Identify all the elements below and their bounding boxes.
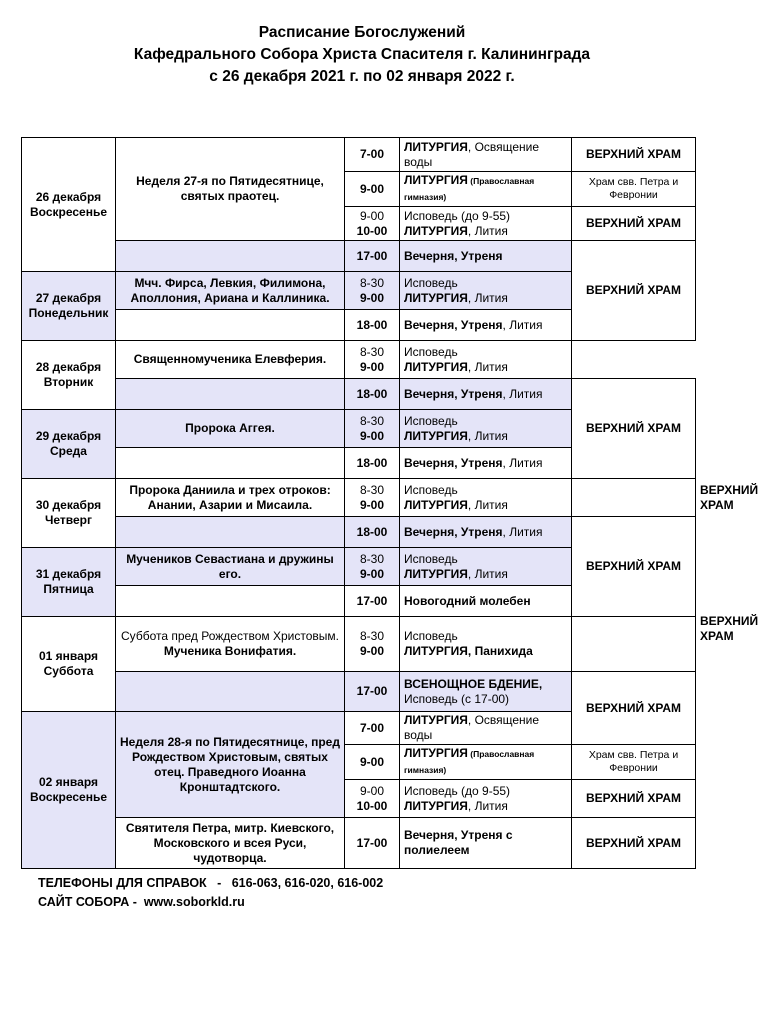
service-cell: Исповедь ЛИТУРГИЯ, Панихида [400,617,572,672]
service-cell: Вечерня, Утреня [400,241,572,272]
site-line: САЙТ СОБОРА - www.soborkld.ru [38,895,245,909]
time-cell: 9-00 [345,745,400,780]
service-cell: Вечерня, Утреня, Лития [400,448,572,479]
saint-cell: Мчч. Фирса, Левкия, Филимона, Аполлония, Ариана и Каллиника. [116,272,345,310]
place-cell: ВЕРХНИЙ ХРАМ [572,818,696,869]
service-cell: Исповедь ЛИТУРГИЯ, Лития [400,479,572,517]
empty-cell [116,586,345,617]
time-cell: 8-30 9-00 [345,272,400,310]
title-line-1: Расписание Богослужений [258,24,466,41]
schedule-title [0,22,724,88]
service-cell: Исповедь ЛИТУРГИЯ, Лития [400,272,572,310]
day-cell: 30 декабря Четверг [22,479,116,548]
table-row [22,517,696,548]
time-cell: 9-00 [345,172,400,207]
day-cell: 28 декабря Вторник [22,341,116,410]
day-cell: 02 января Воскресенье [22,712,116,869]
place-cell: Храм свв. Петра и Февронии [572,172,696,207]
service-cell: ЛИТУРГИЯ (Православная гимназия) [400,745,572,780]
time-cell: 8-30 9-00 [345,341,400,379]
place-cell: ВЕРХНИЙ ХРАМ [572,138,696,172]
service-cell: Исповедь ЛИТУРГИЯ, Лития [400,341,572,379]
service-cell: Вечерня, Утреня, Лития [400,310,572,341]
time-cell: 18-00 [345,310,400,341]
time-cell: 9-00 10-00 [345,780,400,818]
empty-cell [116,241,345,272]
place-cell: ВЕРХНИЙ ХРАМ [572,517,696,617]
place-cell: ВЕРХНИЙ ХРАМ [572,672,696,745]
place-cell: ВЕРХНИЙ ХРАМ [572,207,696,241]
day-cell: 31 декабря Пятница [22,548,116,617]
service-cell: Исповедь (до 9-55) ЛИТУРГИЯ, Лития [400,780,572,818]
table-row [22,818,696,869]
saint-cell: Святителя Петра, митр. Киевского, Московского и всея Руси, чудотворца. [116,818,345,869]
service-cell: Вечерня, Утреня, Лития [400,379,572,410]
table-row [22,341,696,379]
time-cell: 8-30 9-00 [345,548,400,586]
day-cell: 27 декабря Понедельник [22,272,116,341]
empty-cell [116,448,345,479]
time-cell: 7-00 [345,712,400,745]
place-cell: ВЕРХНИЙ ХРАМ [572,241,696,341]
time-cell: 8-30 9-00 [345,617,400,672]
table-row [22,617,696,672]
service-cell: ВСЕНОЩНОЕ БДЕНИЕ, Исповедь (с 17-00) [400,672,572,712]
saint-cell: Неделя 27-я по Пятидесятнице, святых праотец. [116,138,345,241]
saint-cell: Суббота пред Рождеством Христовым. Мученика Вонифатия. [116,617,345,672]
empty-cell [116,379,345,410]
time-cell: 7-00 [345,138,400,172]
title-line-3: с 26 декабря 2021 г. по 02 января 2022 г. [209,68,515,85]
time-cell: 17-00 [345,672,400,712]
saint-cell: Неделя 28-я по Пятидесятнице, пред Рождеством Христовым, святых отец. Праведного Иоанна Кронштадтского. [116,712,345,818]
service-cell: ЛИТУРГИЯ (Православная гимназия) [400,172,572,207]
table-row [22,241,696,272]
empty-cell [116,672,345,712]
table-row [22,379,696,410]
day-cell: 29 декабря Среда [22,410,116,479]
table-row: 18-00 Вечерня, Утреня, Лития ВЕРХНИЙ ХРАМ [22,448,696,479]
time-cell: 17-00 [345,818,400,869]
time-cell: 18-00 [345,379,400,410]
service-cell: Вечерня, Утреня, Лития [400,517,572,548]
time-cell: 18-00 [345,448,400,479]
time-cell: 17-00 [345,586,400,617]
time-cell: 8-30 9-00 [345,479,400,517]
phones-line: ТЕЛЕФОНЫ ДЛЯ СПРАВОК - 616-063, 616-020, 616-002 [38,876,384,890]
schedule-table [21,137,758,869]
saint-cell: Пророка Даниила и трех отроков: Анании, Азарии и Мисаила. [116,479,345,517]
table-row [22,479,696,517]
service-cell: Исповедь (до 9-55) ЛИТУРГИЯ, Лития [400,207,572,241]
time-cell: 9-00 10-00 [345,207,400,241]
time-cell: 18-00 [345,517,400,548]
time-cell: 8-30 9-00 [345,410,400,448]
table-row [22,672,696,712]
saint-cell: Пророка Аггея. [116,410,345,448]
day-cell: 01 января Суббота [22,617,116,712]
footer [38,874,383,912]
service-cell: Новогодний молебен [400,586,572,617]
service-cell: ЛИТУРГИЯ, Освящение воды [400,138,572,172]
service-cell: ЛИТУРГИЯ, Освящение воды [400,712,572,745]
table-row [22,138,696,172]
table-row: 17-00 Новогодний молебен ВЕРХНИЙ ХРАМ [22,586,696,617]
place-cell: ВЕРХНИЙ ХРАМ [572,780,696,818]
empty-cell [116,310,345,341]
title-line-2: Кафедрального Собора Христа Спасителя г. Калининграда [133,46,591,63]
place-cell: ВЕРХНИЙ ХРАМ [572,379,696,479]
empty-cell [116,517,345,548]
service-cell: Исповедь ЛИТУРГИЯ, Лития [400,548,572,586]
service-cell: Вечерня, Утреня с полиелеем [400,818,572,869]
saint-cell: Мучеников Севастиана и дружины его. [116,548,345,586]
day-cell: 26 декабря Воскресенье [22,138,116,272]
service-cell: Исповедь ЛИТУРГИЯ, Лития [400,410,572,448]
place-cell: Храм свв. Петра и Февронии [572,745,696,780]
time-cell: 17-00 [345,241,400,272]
saint-cell: Священномученика Елевферия. [116,341,345,379]
